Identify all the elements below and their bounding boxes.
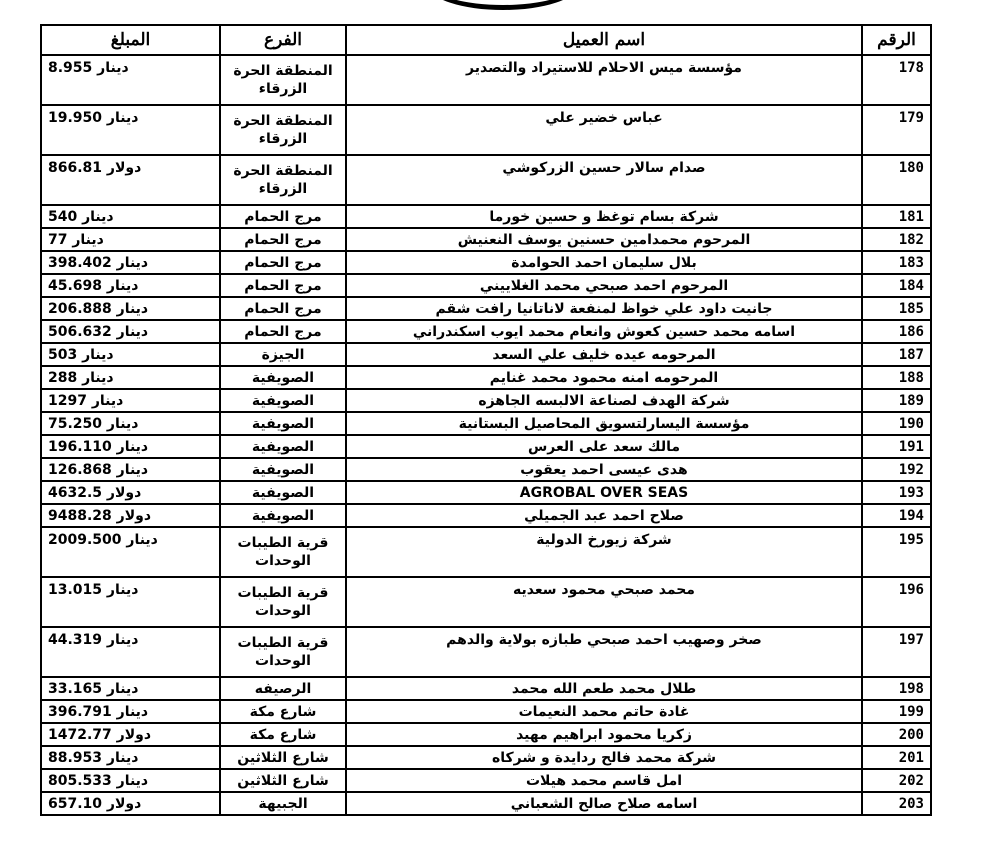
amount-value: 288 دينار bbox=[41, 366, 220, 389]
table-row bbox=[41, 297, 931, 320]
row-number: 201 bbox=[862, 746, 931, 769]
client-name: اسامه صلاح صالح الشعباني bbox=[346, 792, 862, 815]
row-number: 194 bbox=[862, 504, 931, 527]
amount-value: 805.533 دينار bbox=[41, 769, 220, 792]
table-row bbox=[41, 389, 931, 412]
row-number: 188 bbox=[862, 366, 931, 389]
row-number: 179 bbox=[862, 105, 931, 155]
amount-value: 1472.77 دولار bbox=[41, 723, 220, 746]
table-row bbox=[41, 723, 931, 746]
branch-name: المنطقة الحرة الزرقاء bbox=[220, 105, 346, 155]
client-name: طلال محمد طعم الله محمد bbox=[346, 677, 862, 700]
row-number: 180 bbox=[862, 155, 931, 205]
client-name: مؤسسة اليسارلتسويق المحاصيل البستانية bbox=[346, 412, 862, 435]
row-number: 195 bbox=[862, 527, 931, 577]
branch-name: الصويفية bbox=[220, 481, 346, 504]
row-number: 185 bbox=[862, 297, 931, 320]
amount-value: 77 دينار bbox=[41, 228, 220, 251]
branch-name: مرج الحمام bbox=[220, 274, 346, 297]
client-name: شركة الهدف لصناعة الالبسه الجاهزه bbox=[346, 389, 862, 412]
clients-table bbox=[40, 24, 932, 816]
row-number: 187 bbox=[862, 343, 931, 366]
table-row bbox=[41, 435, 931, 458]
row-number: 197 bbox=[862, 627, 931, 677]
client-name: جانيت داود علي خواظ لمنفعة لاناتانيا رافت شقم bbox=[346, 297, 862, 320]
amount-value: 503 دينار bbox=[41, 343, 220, 366]
header-arc-decoration bbox=[428, 0, 578, 10]
branch-name: الصويفية bbox=[220, 458, 346, 481]
row-number: 203 bbox=[862, 792, 931, 815]
header-branch: الفرع bbox=[220, 25, 346, 55]
row-number: 196 bbox=[862, 577, 931, 627]
branch-name: الصويفية bbox=[220, 435, 346, 458]
row-number: 178 bbox=[862, 55, 931, 105]
table-row bbox=[41, 366, 931, 389]
branch-name: مرج الحمام bbox=[220, 251, 346, 274]
client-name: مؤسسة ميس الاحلام للاستيراد والتصدير bbox=[346, 55, 862, 105]
amount-value: 19.950 دينار bbox=[41, 105, 220, 155]
client-name: هدى عيسى احمد يعقوب bbox=[346, 458, 862, 481]
table-row bbox=[41, 746, 931, 769]
branch-name: قرية الطيبات الوحدات bbox=[220, 627, 346, 677]
client-name: اسامه محمد حسين كعوش وانعام محمد ايوب اسكندراني bbox=[346, 320, 862, 343]
row-number: 189 bbox=[862, 389, 931, 412]
branch-name: مرج الحمام bbox=[220, 228, 346, 251]
table-row bbox=[41, 412, 931, 435]
table-row bbox=[41, 504, 931, 527]
amount-value: 2009.500 دينار bbox=[41, 527, 220, 577]
table-row bbox=[41, 627, 931, 677]
client-name: محمد صبحي محمود سعديه bbox=[346, 577, 862, 627]
branch-name: شارع الثلاثين bbox=[220, 746, 346, 769]
client-name: بلال سليمان احمد الحوامدة bbox=[346, 251, 862, 274]
client-name: صدام سالار حسين الزركوشي bbox=[346, 155, 862, 205]
amount-value: 206.888 دينار bbox=[41, 297, 220, 320]
table-header-row bbox=[41, 25, 931, 55]
client-name: AGROBAL OVER SEAS bbox=[346, 481, 862, 504]
amount-value: 13.015 دينار bbox=[41, 577, 220, 627]
row-number: 193 bbox=[862, 481, 931, 504]
row-number: 202 bbox=[862, 769, 931, 792]
amount-value: 1297 دينار bbox=[41, 389, 220, 412]
client-name: مالك سعد على العرس bbox=[346, 435, 862, 458]
branch-name: مرج الحمام bbox=[220, 205, 346, 228]
amount-value: 8.955 دينار bbox=[41, 55, 220, 105]
table-row bbox=[41, 320, 931, 343]
row-number: 190 bbox=[862, 412, 931, 435]
row-number: 192 bbox=[862, 458, 931, 481]
table-row bbox=[41, 458, 931, 481]
client-name: امل قاسم محمد هيلات bbox=[346, 769, 862, 792]
row-number: 182 bbox=[862, 228, 931, 251]
client-name: زكريا محمود ابراهيم مهيد bbox=[346, 723, 862, 746]
client-name: شركة زيورخ الدولية bbox=[346, 527, 862, 577]
amount-value: 506.632 دينار bbox=[41, 320, 220, 343]
client-name: صخر وصهيب احمد صبحي طبازه بولاية والدهم bbox=[346, 627, 862, 677]
branch-name: الصويفية bbox=[220, 504, 346, 527]
branch-name: الصويفية bbox=[220, 366, 346, 389]
amount-value: 657.10 دولار bbox=[41, 792, 220, 815]
table-row bbox=[41, 205, 931, 228]
row-number: 198 bbox=[862, 677, 931, 700]
client-name: صلاح احمد عبد الجميلي bbox=[346, 504, 862, 527]
table-row bbox=[41, 527, 931, 577]
amount-value: 88.953 دينار bbox=[41, 746, 220, 769]
branch-name: مرج الحمام bbox=[220, 297, 346, 320]
branch-name: شارع الثلاثين bbox=[220, 769, 346, 792]
table-row bbox=[41, 343, 931, 366]
table-row bbox=[41, 251, 931, 274]
table-row bbox=[41, 481, 931, 504]
row-number: 200 bbox=[862, 723, 931, 746]
table-row bbox=[41, 105, 931, 155]
branch-name: شارع مكة bbox=[220, 723, 346, 746]
branch-name: الجبيهة bbox=[220, 792, 346, 815]
row-number: 183 bbox=[862, 251, 931, 274]
table-row bbox=[41, 577, 931, 627]
header-amount: المبلغ bbox=[41, 25, 220, 55]
table-row bbox=[41, 677, 931, 700]
branch-name: الصويفية bbox=[220, 389, 346, 412]
client-name: المرحومه عيده خليف علي السعد bbox=[346, 343, 862, 366]
header-number: الرقم bbox=[862, 25, 931, 55]
amount-value: 126.868 دينار bbox=[41, 458, 220, 481]
table-row bbox=[41, 792, 931, 815]
amount-value: 9488.28 دولار bbox=[41, 504, 220, 527]
client-name: عباس خضير علي bbox=[346, 105, 862, 155]
header-client-name: اسم العميل bbox=[346, 25, 862, 55]
amount-value: 4632.5 دولار bbox=[41, 481, 220, 504]
row-number: 199 bbox=[862, 700, 931, 723]
branch-name: مرج الحمام bbox=[220, 320, 346, 343]
amount-value: 540 دينار bbox=[41, 205, 220, 228]
amount-value: 196.110 دينار bbox=[41, 435, 220, 458]
branch-name: قرية الطيبات الوحدات bbox=[220, 577, 346, 627]
table-row bbox=[41, 155, 931, 205]
branch-name: قرية الطيبات الوحدات bbox=[220, 527, 346, 577]
table-row bbox=[41, 274, 931, 297]
branch-name: المنطقة الحرة الزرقاء bbox=[220, 55, 346, 105]
row-number: 181 bbox=[862, 205, 931, 228]
client-name: المرحوم محمدامين حسنين يوسف النعنيش bbox=[346, 228, 862, 251]
client-name: غادة حاتم محمد النعيمات bbox=[346, 700, 862, 723]
branch-name: المنطقة الحرة الزرقاء bbox=[220, 155, 346, 205]
amount-value: 33.165 دينار bbox=[41, 677, 220, 700]
table-row bbox=[41, 700, 931, 723]
amount-value: 75.250 دينار bbox=[41, 412, 220, 435]
row-number: 186 bbox=[862, 320, 931, 343]
table-row bbox=[41, 55, 931, 105]
amount-value: 398.402 دينار bbox=[41, 251, 220, 274]
table-row bbox=[41, 228, 931, 251]
branch-name: شارع مكة bbox=[220, 700, 346, 723]
branch-name: الجيزة bbox=[220, 343, 346, 366]
branch-name: الرصيفه bbox=[220, 677, 346, 700]
table-row bbox=[41, 769, 931, 792]
branch-name: الصويفية bbox=[220, 412, 346, 435]
client-name: شركة محمد فالح ردايدة و شركاه bbox=[346, 746, 862, 769]
amount-value: 44.319 دينار bbox=[41, 627, 220, 677]
client-name: المرحوم احمد صبحي محمد الغلاييني bbox=[346, 274, 862, 297]
row-number: 184 bbox=[862, 274, 931, 297]
amount-value: 866.81 دولار bbox=[41, 155, 220, 205]
amount-value: 45.698 دينار bbox=[41, 274, 220, 297]
row-number: 191 bbox=[862, 435, 931, 458]
client-name: المرحومه امنه محمود محمد غنايم bbox=[346, 366, 862, 389]
amount-value: 396.791 دينار bbox=[41, 700, 220, 723]
client-name: شركة بسام توغظ و حسين خورما bbox=[346, 205, 862, 228]
